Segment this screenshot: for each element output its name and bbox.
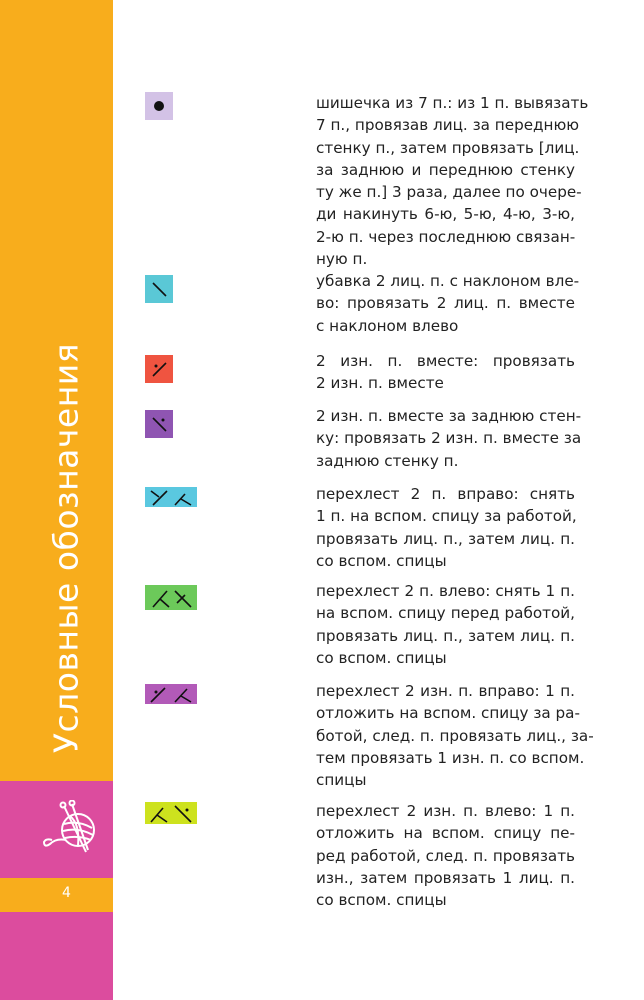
description-line: на вспом. спицу перед работой,: [316, 604, 575, 623]
yarn-ball-icon: [42, 800, 102, 862]
legend-description: [316, 800, 575, 911]
legend-description: [316, 350, 575, 395]
description-line: убавка 2 лиц. п. с наклоном вле-: [316, 272, 580, 290]
description-line: 2 изн. п. вместе: провязать: [316, 352, 575, 370]
description-line: с наклоном влево: [316, 316, 459, 335]
description-line: ди накинуть 6-ю, 5-ю, 4-ю, 3-ю,: [316, 205, 575, 224]
page-number: 4: [62, 885, 71, 901]
description-line: 2 изн. п. вместе: [316, 374, 444, 393]
description-line: ную п.: [316, 250, 368, 269]
page-number-band: [0, 878, 113, 912]
description-line: перехлест 2 п. вправо: снять: [316, 485, 575, 503]
legend-description: [316, 483, 575, 572]
description-line: со вспом. спицы: [316, 551, 447, 570]
description-line: 7 п., провязав лиц. за переднюю: [316, 116, 580, 135]
description-line: 2-ю п. через последнюю связан-: [316, 227, 576, 246]
description-line: изн., затем провязать 1 лиц. п.: [316, 868, 575, 887]
description-line: спицы: [316, 771, 367, 790]
description-line: отложить на вспом. спицу за ра-: [316, 704, 580, 723]
legend-description: [316, 405, 582, 472]
section-title: Условные обозначения: [46, 342, 86, 754]
cross-left-icon: [145, 585, 197, 610]
description-line: отложить на вспом. спицу пе-: [316, 824, 575, 843]
legend-description: [316, 270, 580, 337]
legend-description: [316, 580, 575, 669]
description-line: шишечка из 7 п.: из 1 п. вывязать: [316, 94, 589, 112]
description-line: со вспом. спицы: [316, 891, 447, 910]
description-line: ку: провязать 2 изн. п. вместе за: [316, 429, 582, 448]
description-line: со вспом. спицы: [316, 648, 447, 667]
ssk-icon: [145, 275, 173, 303]
purl-cross-right-icon: [145, 684, 197, 704]
p2tog-tbl-icon: [145, 410, 173, 438]
description-line: перехлест 2 п. влево: снять 1 п.: [316, 582, 575, 600]
cross-right-icon: [145, 487, 197, 507]
description-line: перехлест 2 изн. п. вправо: 1 п.: [316, 682, 575, 700]
description-line: провязать лиц. п., затем лиц. п.: [316, 529, 575, 548]
description-line: заднюю стенку п.: [316, 451, 459, 470]
sidebar: [0, 0, 113, 1000]
description-line: ботой, след. п. провязать лиц., за-: [316, 726, 594, 745]
description-line: за заднюю и переднюю стенку: [316, 160, 575, 179]
legend-description: [316, 92, 589, 270]
description-line: ту же п.] 3 раза, далее по очере-: [316, 183, 582, 202]
description-line: 1 п. на вспом. спицу за работой,: [316, 507, 577, 526]
description-line: перехлест 2 изн. п. влево: 1 п.: [316, 802, 575, 820]
description-line: стенку п., затем провязать [лиц.: [316, 138, 580, 157]
sidebar-pink-bottom: [0, 912, 113, 1000]
description-line: ред работой, след. п. провязать: [316, 846, 575, 865]
description-line: тем провязать 1 изн. п. со вспом.: [316, 748, 585, 767]
bobble-icon: [145, 92, 173, 120]
legend-description: [316, 680, 594, 791]
p2tog-icon: [145, 355, 173, 383]
purl-cross-left-icon: [145, 802, 197, 824]
description-line: во: провязать 2 лиц. п. вместе: [316, 294, 575, 313]
description-line: провязать лиц. п., затем лиц. п.: [316, 626, 575, 645]
description-line: 2 изн. п. вместе за заднюю стен-: [316, 407, 582, 425]
